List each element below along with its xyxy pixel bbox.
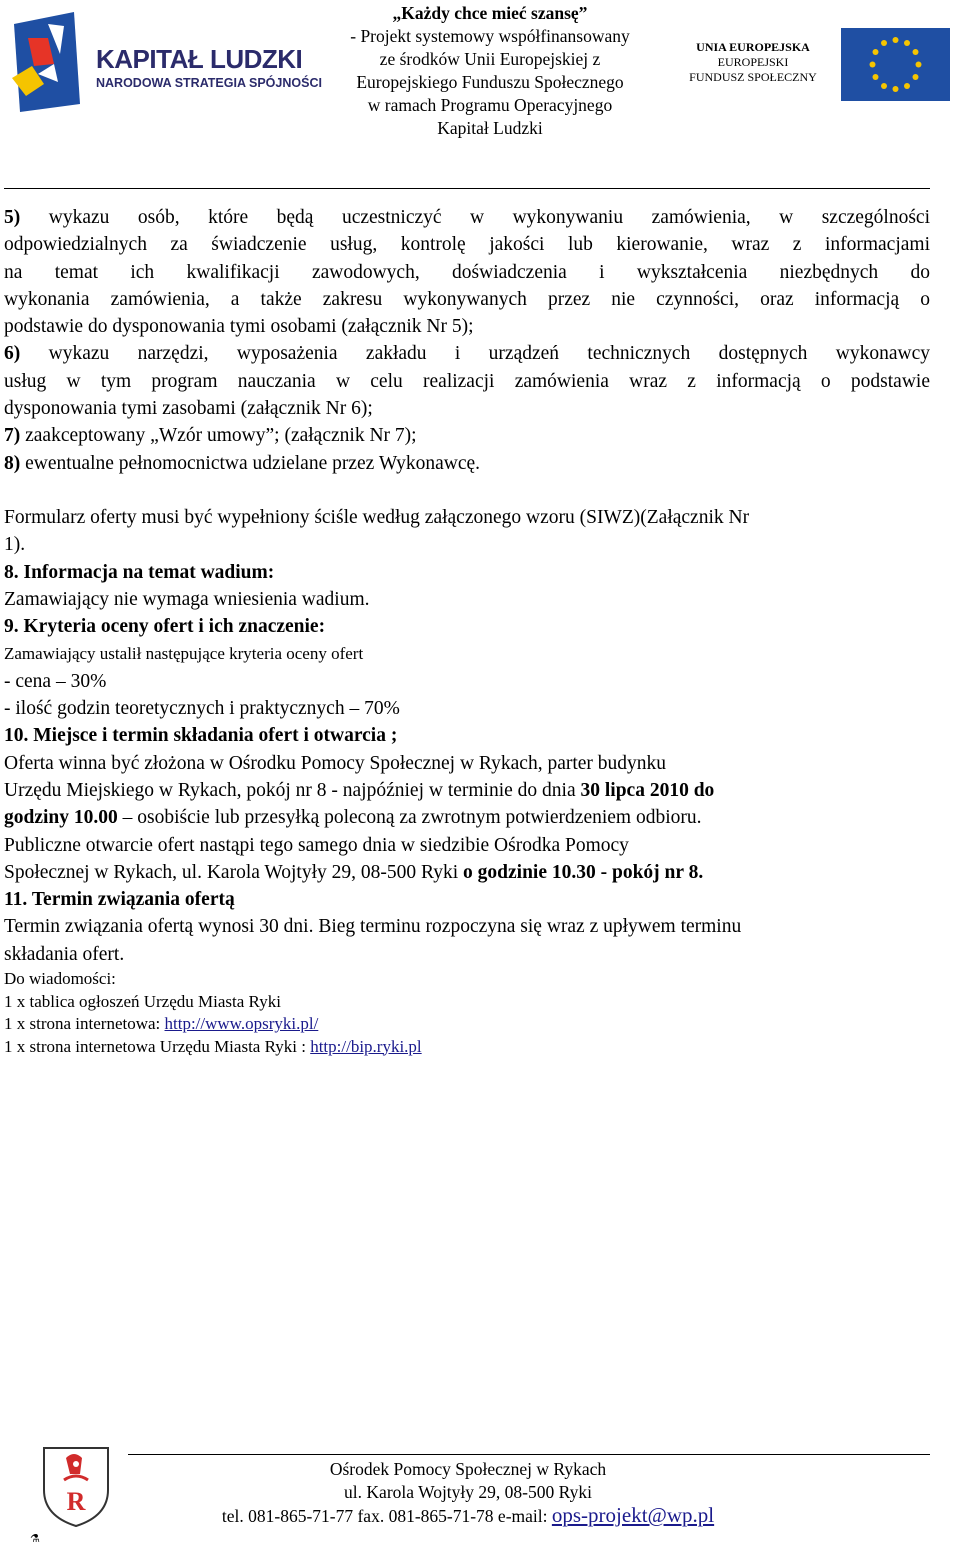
section-9-intro: Zamawiający ustalił następujące kryteria oceny ofert: [4, 644, 364, 664]
item-number: 8): [4, 452, 21, 474]
list-item-5-line: podstawie do dysponowania tymi osobami (załącznik Nr 5);: [4, 316, 474, 338]
list-item-6-line: dysponowania tymi zasobami (załącznik Nr 6);: [4, 398, 373, 420]
svg-text:R: R: [66, 1487, 86, 1516]
form-requirement-line: Formularz oferty musi być wypełniony ściśle według załączonego wzoru (SIWZ)(Załącznik Nr: [4, 506, 750, 528]
list-item-5-line: odpowiedzialnych za świadczenie usług, kontrolę jakości lub kierowanie, wraz z informacjami: [4, 234, 930, 256]
list-item-5-line: wykonania zamówienia, a także zakresu wykonywanych przez nie czynności, oraz informacją o: [4, 288, 930, 310]
section-8-text: Zamawiający nie wymaga wniesienia wadium.: [4, 588, 370, 610]
footer-divider: [128, 1454, 930, 1455]
section-8-heading: 8. Informacja na temat wadium:: [4, 561, 275, 583]
project-line: ze środków Unii Europejskiej z: [379, 49, 601, 69]
section-10-line: Oferta winna być złożona w Ośrodku Pomocy Społecznej w Rykach, parter budynku: [4, 752, 667, 774]
item-number: 6): [4, 343, 21, 365]
section-10-heading: 10. Miejsce i termin składania ofert i otwarcia ;: [4, 725, 398, 747]
project-line: Europejskiego Funduszu Społecznego: [356, 72, 624, 92]
list-item-5-line: na temat ich kwalifikacji zawodowych, doświadczenia i wykształcenia niezbędnych do: [4, 261, 930, 283]
list-item-6-line: usług w tym program nauczania w celu realizacji zamówienia wraz z informacją o podstawie: [4, 370, 930, 392]
notice-line: 1 x strona internetowa: http://www.opsryki.pl/: [4, 1014, 319, 1034]
list-item-7: 7) zaakceptowany „Wzór umowy”; (załącznik Nr 7);: [4, 425, 417, 447]
list-item-6-line: 6) wykazu narzędzi, wyposażenia zakładu i urządzeń technicznych dostępnych wykonawcy: [4, 343, 931, 365]
eu-line: UNIA EUROPEJSKA: [696, 40, 810, 54]
notice-line: 1 x tablica ogłoszeń Urzędu Miasta Ryki: [4, 991, 281, 1011]
section-10-line: Publiczne otwarcie ofert nastąpi tego samego dnia w siedzibie Ośrodka Pomocy: [4, 834, 629, 856]
form-requirement-line: 1).: [4, 534, 26, 556]
item-number: 5): [4, 207, 21, 228]
footer-org: Ośrodek Pomocy Społecznej w Rykach: [329, 1459, 607, 1479]
footer-contact: tel. 081-865-71-77 fax. 081-865-71-78 e-mail: ops-projekt@wp.pl: [221, 1503, 715, 1527]
criterion-price: - cena – 30%: [4, 670, 107, 692]
section-11-line: składania ofert.: [4, 943, 125, 965]
bip-link[interactable]: http://bip.ryki.pl: [310, 1036, 422, 1056]
eu-line: EUROPEJSKI: [717, 55, 789, 69]
section-10-line: Społecznej w Rykach, ul. Karola Wojtyły 29, 08-500 Ryki o godzinie 10.30 - pokój nr 8.: [4, 861, 704, 883]
small-mark-icon: ⚗: [30, 1533, 40, 1545]
section-10-line: Urzędu Miejskiego w Rykach, pokój nr 8 - najpóźniej w terminie do dnia 30 lipca 2010 do: [4, 779, 715, 801]
email-link[interactable]: ops-projekt@wp.pl: [551, 1503, 715, 1527]
notice-line: 1 x strona internetowa Urzędu Miasta Ryki : http://bip.ryki.pl: [4, 1036, 422, 1056]
ryki-coat-of-arms-icon: [40, 1444, 112, 1528]
list-item-5-line: 5) wykazu osób, które będą uczestniczyć w wykonywaniu zamówienia, w szczególności: [4, 207, 931, 228]
section-11-line: Termin związania ofertą wynosi 30 dni. Bieg terminu rozpoczyna się wraz z upływem terminu: [4, 916, 742, 938]
document-body: [4, 204, 930, 1058]
notice-title: Do wiadomości:: [4, 969, 116, 989]
section-11-heading: 11. Termin związania ofertą: [4, 889, 235, 911]
header-divider: [4, 188, 930, 189]
project-line: w ramach Programu Operacyjnego: [367, 95, 613, 115]
criterion-hours: - ilość godzin teoretycznych i praktycznych – 70%: [4, 698, 400, 720]
project-line: Kapitał Ludzki: [437, 118, 543, 138]
kapital-ludzki-emblem-icon: [4, 4, 94, 114]
kapital-ludzki-logo: [4, 4, 322, 114]
website-link[interactable]: http://www.opsryki.pl/: [164, 1014, 319, 1034]
logo-subtitle: NARODOWA STRATEGIA SPÓJNOŚCI: [96, 76, 322, 90]
project-title: „Każdy chce mieć szansę”: [392, 3, 588, 23]
eu-fund-label: [678, 40, 828, 85]
eu-line: FUNDUSZ SPOŁECZNY: [689, 70, 817, 84]
project-line: - Projekt systemowy współfinansowany: [350, 26, 630, 46]
eu-flag-icon: [841, 28, 950, 101]
item-number: 7): [4, 425, 21, 447]
section-10-line: godziny 10.00 – osobiście lub przesyłką poleconą za zwrotnym potwierdzeniem odbioru.: [4, 807, 702, 829]
section-9-heading: 9. Kryteria oceny ofert i ich znaczenie:: [4, 616, 326, 638]
list-item-8: 8) ewentualne pełnomocnictwa udzielane przez Wykonawcę.: [4, 452, 481, 474]
footer-address: ul. Karola Wojtyły 29, 08-500 Ryki: [344, 1482, 592, 1502]
spacer: [4, 477, 930, 504]
logo-name: KAPITAŁ LUDZKI: [96, 44, 303, 74]
project-header: [320, 2, 660, 140]
footer: [128, 1458, 808, 1528]
